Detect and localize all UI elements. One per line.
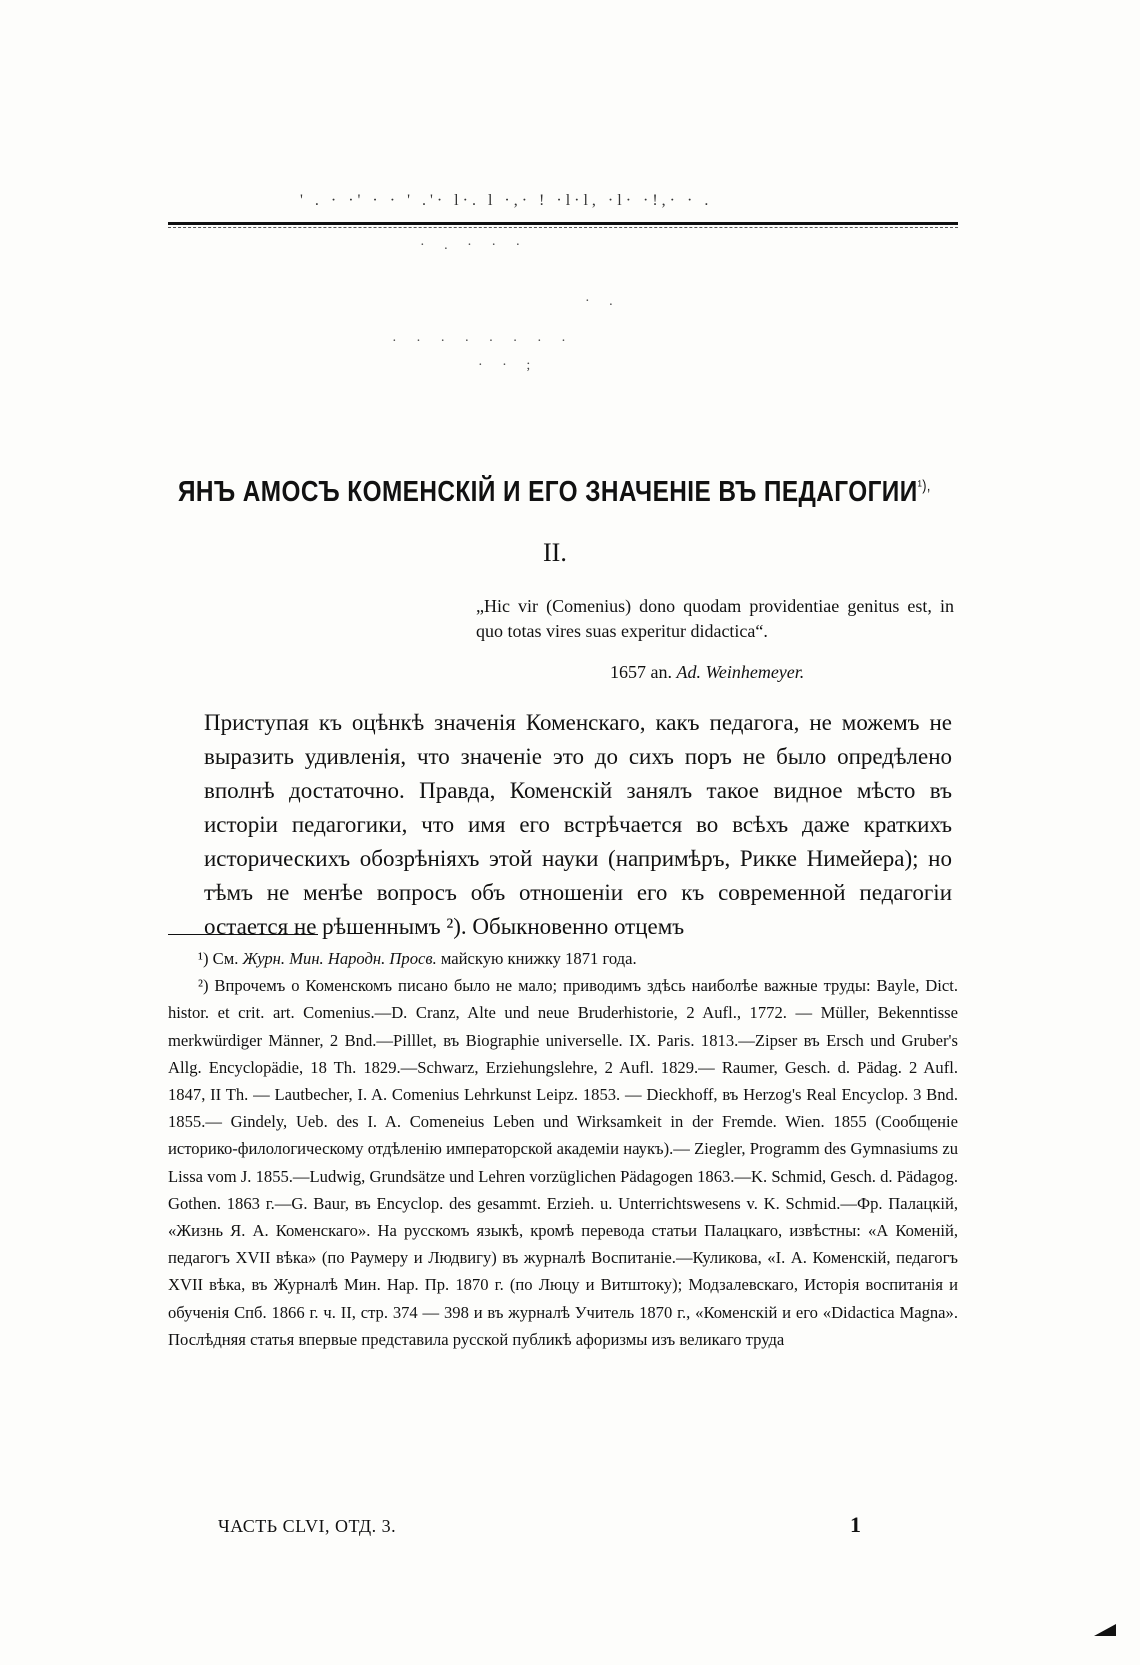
header-rule (168, 222, 958, 225)
title-footnote-mark: ¹), (917, 477, 931, 495)
scan-corner-mark (1094, 1624, 1116, 1636)
footnote-2: ²) Впрочемъ о Коменскомъ писано было не мало; приводимъ здѣсь наиболѣе важные труды: Bayle, Dict. histor. et crit. art. Comenius.—D. Cranz, Alte und neue Bruderhistorie, 2 Aufl., 1772. — Müller, Bekenntisse merkwürdiger Männer, 2 Bnd.—Pilllet, въ Biographie universelle. IX. Paris. 1813.—Zipser въ Ersch und Gruber's Allg. Encyclopädie, 18 Th. 1829.—Schwarz, Erziehungslehre, 2 Aufl. 1829.— Raumer, Gesch. d. Pädag. 2 Aufl. 1847, II Th. — Lautbecher, I. A. Comenius Lehrkunst Leipz. 1853. — Dieckhoff, въ Herzog's Real Encyclop. 3 Bnd. 1855.— Gindely, Ueb. des I. A. Comeneius Leben und Wirksamkeit in der Fremde. Wien. 1855 (Сообщеніе историко-филологическому отдѣленію императорской академіи наукъ).— Ziegler, Programm des Gymnasiums zu Lissa vom J. 1855.—Ludwig, Grundsätze und Lehren vorzüglichen Pädagogen 1863.—K. Schmid, Gesch. d. Pädagog. Gothen. 1863 г.—G. Baur, въ Encyclop. des gesammt. Erzieh. u. Unterrichtswesens v. K. Schmid.—Фр. Палацкій, «Жизнь Я. А. Коменскаго». На русскомъ языкѣ, кромѣ перевода статьи Палацкаго, извѣстны: «А Коменій, педагогъ XVII вѣка» (по Раумеру и Людвигу) въ журналѣ Воспитаніе.—Куликова, «I. А. Коменскій, педагогъ XVII вѣка, въ Журналѣ Мин. Нар. Пр. 1870 г. (по Люцу и Витштоку); Модзалевскаго, Исторія воспитанія и обученія Спб. 1866 г. ч. II, стр. 374 — 398 и въ журналѣ Учитель 1870 г., «Коменскій и его «Didactica Magna». Послѣдняя статья впервые представила русской публикѣ афоризмы изъ великаго труда (168, 976, 958, 1349)
print-specks: · . · · · (420, 238, 529, 253)
epigraph-year: 1657 an. (610, 662, 672, 682)
article-title-text: ЯНЪ АМОСЪ КОМЕНСКІЙ И ЕГО ЗНАЧЕНІЕ ВЪ ПЕДАГОГИИ (178, 476, 918, 508)
print-specks: · · ; (478, 358, 539, 373)
epigraph-source (610, 662, 804, 683)
footnote-1-rest: майскую книжку 1871 года. (440, 949, 637, 968)
header-print-specks: ' . · ·' · · ' .'· l·. l ·,· ! ·l·l, ·l· ·!,· · . (300, 192, 713, 209)
body-text (204, 706, 952, 944)
print-specks: · · · · · · · · (392, 334, 574, 349)
header-rule-secondary (168, 227, 958, 228)
article-title (178, 476, 931, 509)
epigraph-quote: „Hic vir (Comenius) dono quodam providentiae genitus est, in quo totas vires suas experitur didactica“. (476, 596, 954, 641)
footnotes (168, 945, 958, 1353)
footnote-1-journal: Журн. Мин. Народн. Просв. (242, 949, 437, 968)
footnote-1-mark: ¹) См. (198, 949, 239, 968)
body-paragraph: Приступая къ оцѣнкѣ значенія Коменскаго, какъ педагога, не можемъ не выразить удивленія, что значеніе это до сихъ поръ не было опредѣлено вполнѣ достаточно. Правда, Коменскій занялъ такое видное мѣсто въ исторіи педагогики, что имя его встрѣчается во всѣхъ даже краткихъ историческихъ обозрѣніяхъ этой науки (напримѣръ, Рикке Нимейера); но тѣмъ не менѣе вопросъ объ отношеніи его къ современной педагогіи остается не рѣшеннымъ ²). Обыкновенно отцемъ (204, 710, 952, 939)
footnote-rule (168, 934, 318, 935)
part-number: II. (543, 538, 567, 567)
epigraph-author: Ad. Weinhemeyer. (676, 662, 805, 682)
footnote-1 (168, 945, 958, 972)
sheet-number: 1 (850, 1512, 861, 1537)
print-specks: · . (585, 294, 621, 309)
signature-mark: ЧАСТЬ CLVI, ОТД. 3. (218, 1516, 397, 1536)
